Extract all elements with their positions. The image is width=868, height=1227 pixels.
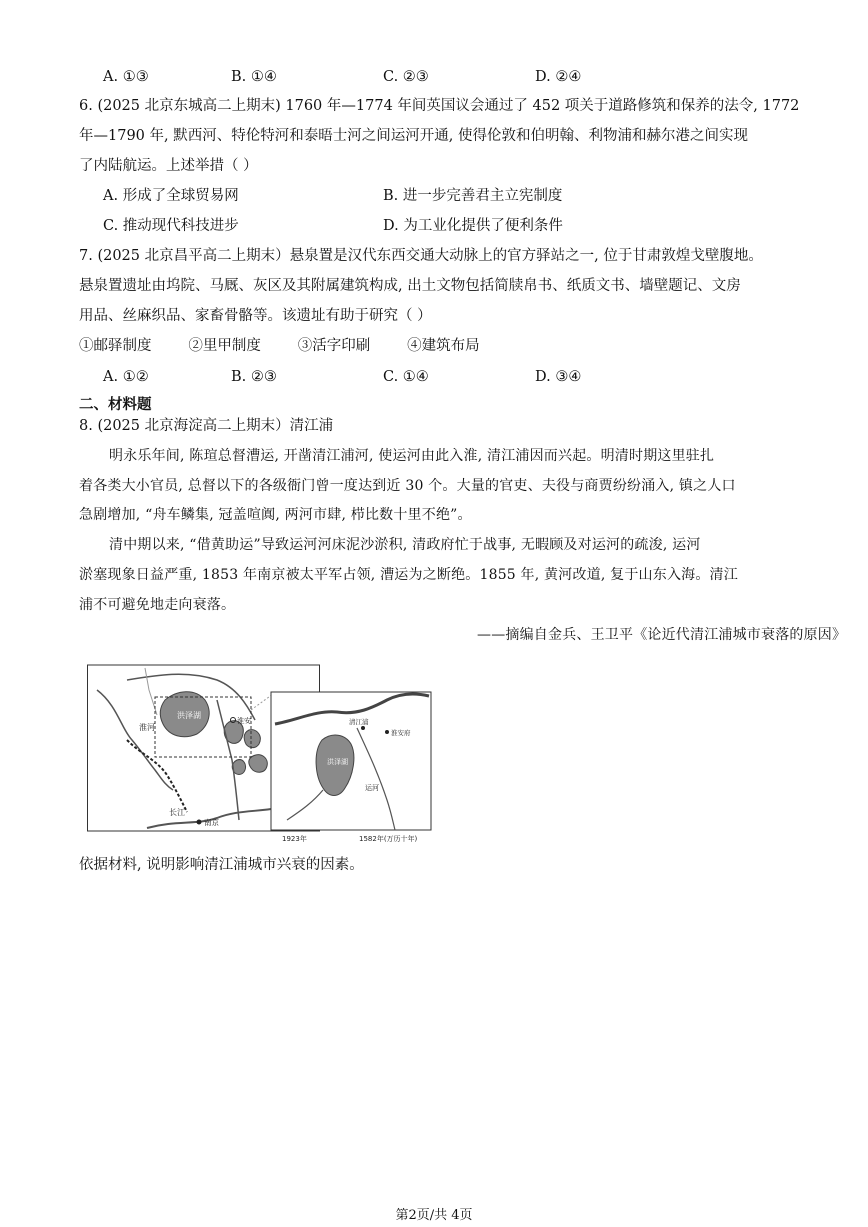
map-label: 南京: [204, 818, 219, 827]
q7-option-a: A. ①②: [103, 369, 149, 385]
material-para1-line-3: 急剧增加, “舟车鳞集, 冠盖喧阗, 两河市肆, 栉比数十里不绝”。: [79, 507, 472, 523]
q8-question: 依据材料, 说明影响清江浦城市兴衰的因素。: [79, 857, 364, 873]
material-para2-line-1: 清中期以来, “借黄助运”导致运河河床泥沙淤积, 清政府忙于战事, 无暇顾及对运河的疏浚, 运河: [109, 537, 701, 553]
q6-option-b: B. 进一步完善君主立宪制度: [383, 188, 563, 204]
q7-option-c: C. ①④: [383, 369, 429, 385]
material-source: ——摘编自金兵、王卫平《论近代清江浦城市衰落的原因》: [477, 627, 847, 643]
q5-option-a: A. ①③: [103, 69, 149, 85]
q5-option-c: C. ②③: [383, 69, 429, 85]
q6-option-d: D. 为工业化提供了便利条件: [383, 218, 563, 234]
map-label: 洪泽湖: [177, 711, 201, 720]
material-para1-line-1: 明永乐年间, 陈瑄总督漕运, 开凿清江浦河, 使运河由此入淮, 清江浦因而兴起。明清时期这里驻扎: [109, 448, 715, 464]
page-footer: 第2页/共 4页: [395, 1208, 473, 1223]
qingjiangpu-marker: [361, 726, 365, 730]
map-label: 洪泽湖: [327, 758, 348, 766]
material-para2-line-3: 浦不可避免地走向衰落。: [79, 597, 236, 613]
q6-stem-line-1: 6. (2025 北京东城高二上期末) 1760 年—1774 年间英国议会通过了 452 项关于道路修筑和保养的法令, 1772: [79, 98, 800, 114]
q7-option-d: D. ③④: [535, 369, 582, 385]
lake-shape: [244, 730, 260, 748]
material-para2-line-2: 淤塞现象日益严重, 1853 年南京被太平军占领, 漕运为之断绝。1855 年, 黄河改道, 复于山东入海。清江: [79, 567, 738, 583]
map-svg: [87, 660, 432, 842]
map-year-right: 1582年(万历十年): [359, 835, 418, 842]
q7-stem-line-3: 用品、丝麻织品、家畜骨骼等。该遗址有助于研究（ ）: [79, 308, 432, 324]
section-heading: 二、材料题: [79, 396, 152, 413]
q6-stem-line-2: 年—1790 年, 默西河、特伦特河和泰晤士河之间运河开通, 使得伦敦和伯明翰、利物浦和赫尔港之间实现: [79, 128, 748, 144]
q6-option-a: A. 形成了全球贸易网: [103, 188, 239, 204]
q5-option-d: D. ②④: [535, 69, 582, 85]
q5-option-b: B. ①④: [231, 69, 277, 85]
q7-items: ①邮驿制度 ②里甲制度 ③活字印刷 ④建筑布局: [79, 338, 480, 354]
map-label: 淮河: [139, 723, 155, 732]
q8-title: 8. (2025 北京海淀高二上期末）清江浦: [79, 418, 334, 434]
map-label: 清江浦: [349, 718, 369, 726]
map-figure: [87, 660, 432, 842]
q7-stem-line-1: 7. (2025 北京昌平高二上期末）悬泉置是汉代东西交通大动脉上的官方驿站之一, 位于甘肃敦煌戈壁腹地。: [79, 248, 763, 264]
q7-option-b: B. ②③: [231, 369, 277, 385]
map-label: 长江: [169, 808, 185, 817]
material-para1-line-2: 着各类大小官员, 总督以下的各级衙门曾一度达到近 30 个。大量的官吏、夫役与商贾纷纷涌入, 镇之人口: [79, 478, 736, 494]
nanjing-marker: [197, 820, 202, 825]
q6-stem-line-3: 了内陆航运。上述举措（ ）: [79, 158, 258, 174]
map-label: 运河: [365, 784, 379, 792]
q6-option-c: C. 推动现代科技进步: [103, 218, 239, 234]
map-year-left: 1923年: [282, 835, 307, 842]
huaianfu-marker: [385, 730, 389, 734]
q7-stem-line-2: 悬泉置遗址由坞院、马厩、灰区及其附属建筑构成, 出土文物包括简牍帛书、纸质文书、墙壁题记、文房: [79, 278, 741, 294]
map-label: 淮安府: [391, 729, 411, 737]
map-label: 淮安: [237, 717, 251, 725]
